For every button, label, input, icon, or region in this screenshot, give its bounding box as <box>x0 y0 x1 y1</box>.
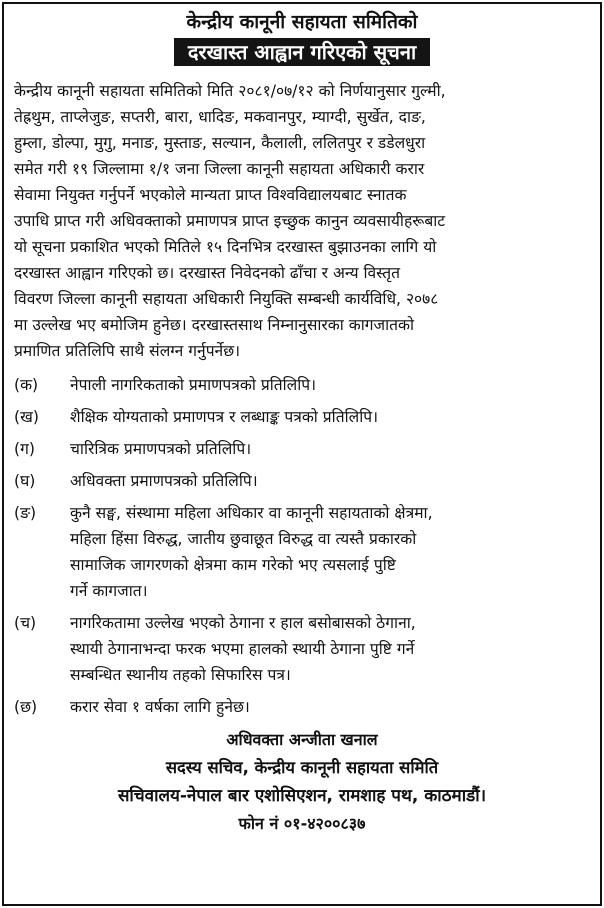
list-item-line: महिला हिंसा विरुद्ध, जातीय छुवाछूत विरुद्ध वा त्यस्तै प्रकारको <box>70 530 417 548</box>
office-address: सचिवालय-नेपाल बार एशोसिएशन, रामशाह पथ, काठमाडौं। <box>117 786 487 806</box>
list-item-line: कुनै सङ्घ, संस्थामा महिला अधिकार वा कानूनी सहायताको क्षेत्रमा, <box>70 504 433 522</box>
list-item-line: चारित्रिक प्रमाणपत्रको प्रतिलिपि। <box>70 440 252 458</box>
list-item-line: शैक्षिक योग्यताको प्रमाणपत्र र लब्धाङ्क पत्रको प्रतिलिपि। <box>70 408 379 426</box>
body-line: दरखास्त आह्वान गरिएको छ। दरखास्त निवेदनको ढाँचा र अन्य विस्तृत <box>14 264 401 282</box>
body-line: सेवामा नियुक्त गर्नुपर्ने भएकोले मान्यता प्राप्त विश्वविद्यालयबाट स्नातक <box>14 186 407 204</box>
phone-number: फोन नं ०१-४२००८३७ <box>238 814 366 833</box>
list-item-text <box>70 436 590 462</box>
list-item <box>14 436 590 462</box>
list-item-line: गर्ने कागजात। <box>70 582 148 600</box>
list-item-line: नेपाली नागरिकताको प्रमाणपत्रको प्रतिलिपि। <box>70 376 317 394</box>
list-item-marker: (ग) <box>14 440 35 458</box>
list-item-line: स्थायी ठेगानाभन्दा फरक भएमा हालको स्थायी ठेगाना पुष्टि गर्ने <box>70 640 415 658</box>
body-line: हुम्ला, डोल्पा, मुगु, मनाङ, मुस्ताङ, सल्यान, कैलाली, ललितपुर र डडेलधुरा <box>14 134 426 152</box>
signatory-title: सदस्य सचिव, केन्द्रीय कानूनी सहायता समिति <box>165 758 439 777</box>
notice-body <box>14 78 590 364</box>
list-item-text <box>70 372 590 398</box>
notice-banner: दरखास्त आह्वान गरिएको सूचना <box>174 38 430 66</box>
list-item-line: सामाजिक जागरणको क्षेत्रमा काम गरेको भए त्यसलाई पुष्टि <box>70 556 396 574</box>
body-line: प्रमाणित प्रतिलिपि साथै संलग्न गर्नुपर्नेछ। <box>14 342 241 360</box>
list-item <box>14 610 590 688</box>
body-line: मा उल्लेख भए बमोजिम हुनेछ। दरखास्तसाथ निम्नानुसारका कागजातको <box>14 316 415 334</box>
list-item-marker: (क) <box>14 376 39 394</box>
list-item-marker: (छ) <box>14 698 38 716</box>
list-item-text <box>70 500 590 604</box>
list-item <box>14 404 590 430</box>
list-item <box>14 372 590 398</box>
signature-block <box>14 726 590 838</box>
list-item-marker: (घ) <box>14 472 36 490</box>
list-item-line: करार सेवा १ वर्षका लागि हुनेछ। <box>70 698 250 716</box>
list-item-line: अधिवक्ता प्रमाणपत्रको प्रतिलिपि। <box>70 472 258 490</box>
list-item-line: नागरिकतामा उल्लेख भएको ठेगाना र हाल बसोबासको ठेगाना, <box>70 614 416 632</box>
notice-banner-wrap <box>14 38 590 68</box>
list-item <box>14 694 590 720</box>
list-item-text <box>70 404 590 430</box>
body-line: यो सूचना प्रकाशित भएको मितिले १५ दिनभित्र दरखास्त बुझाउनका लागि यो <box>14 238 437 256</box>
list-item-marker: (च) <box>14 614 37 632</box>
document-list <box>14 372 590 720</box>
list-item-line: सम्बन्धित स्थानीय तहको सिफारिस पत्र। <box>70 666 291 684</box>
list-item-text <box>70 694 590 720</box>
list-item-text <box>70 610 590 688</box>
list-item-marker: (ङ) <box>14 504 37 522</box>
body-line: तेह्रथुम, ताप्लेजुङ, सप्तरी, बारा, धादिङ, मकवानपुर, म्याग्दी, सुर्खेत, दाङ, <box>14 108 426 126</box>
body-line: विवरण जिल्ला कानूनी सहायता अधिकारी नियुक्ति सम्बन्धी कार्यविधि, २०७८ <box>14 290 439 308</box>
body-line: केन्द्रीय कानूनी सहायता समितिको मिति २०८१/०७/१२ को निर्णयानुसार गुल्मी, <box>14 82 446 100</box>
notice-document <box>2 2 602 906</box>
signatory-name: अधिवक्ता अन्जीता खनाल <box>226 730 378 749</box>
list-item-text <box>70 468 590 494</box>
body-line: उपाधि प्राप्त गरी अधिवक्ताको प्रमाणपत्र प्राप्त इच्छुक कानुन व्यवसायीहरूबाट <box>14 212 446 230</box>
list-item-marker: (ख) <box>14 408 39 426</box>
list-item <box>14 500 590 604</box>
body-line: समेत गरी १९ जिल्लामा १/१ जना जिल्ला कानूनी सहायता अधिकारी करार <box>14 160 425 178</box>
organization-title: केन्द्रीय कानूनी सहायता समितिको <box>186 11 418 33</box>
list-item <box>14 468 590 494</box>
